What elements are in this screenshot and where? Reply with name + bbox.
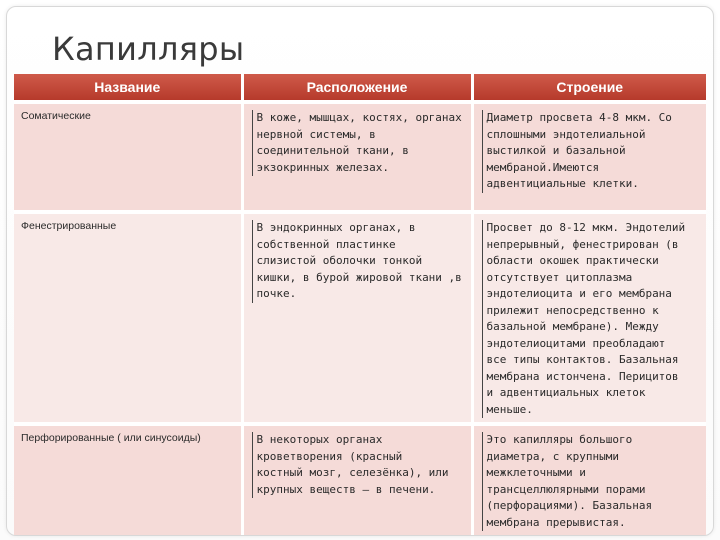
table-row: [14, 424, 706, 535]
header-name: Название: [14, 74, 242, 102]
table-header-row: [14, 74, 706, 102]
header-structure: Строение: [472, 74, 706, 102]
slide-title: Капилляры: [52, 30, 245, 68]
row-location-fenestrated: В эндокринных органах, в собственной пластинке слизистой оболочки тонкой кишки, в бурой жировой ткани ,в почке.: [252, 220, 465, 303]
row-structure-perforated: Это капилляры большого диаметра, с крупными межклеточными и трансцеллюлярными порами (перфорациями). Базальная мембрана прерывистая.: [482, 432, 701, 531]
row-name-perforated: Перфорированные ( или синусоиды): [14, 424, 242, 535]
header-location: Расположение: [242, 74, 472, 102]
row-name-fenestrated: Фенестрированные: [14, 212, 242, 424]
table-row: [14, 212, 706, 424]
row-structure-fenestrated: Просвет до 8-12 мкм. Эндотелий непрерывный, фенестрирован (в области окошек практически отсутствует цитоплазма эндотелиоцита и его мембрана прилежит непосредственно к базальной мембране). Между эндотелиоцитами преобладают все типы контактов. Базальная мембрана истончена. Перицитов и адвентициальных клеток меньше.: [482, 220, 701, 418]
row-structure-somatic: Диаметр просвета 4-8 мкм. Со сплошными эндотелиальной выстилкой и базальной мембраной.Имеются адвентициальные клетки.: [482, 110, 701, 193]
table-row: [14, 102, 706, 212]
row-name-somatic: Соматические: [14, 102, 242, 212]
capillaries-table: [14, 74, 706, 535]
row-location-perforated: В некоторых органах кроветворения (красный костный мозг, селезёнка), или крупных веществ — в печени.: [252, 432, 465, 498]
row-location-somatic: В коже, мышцах, костях, органах нервной системы, в соединительной ткани, в экзокринных железах.: [252, 110, 465, 176]
